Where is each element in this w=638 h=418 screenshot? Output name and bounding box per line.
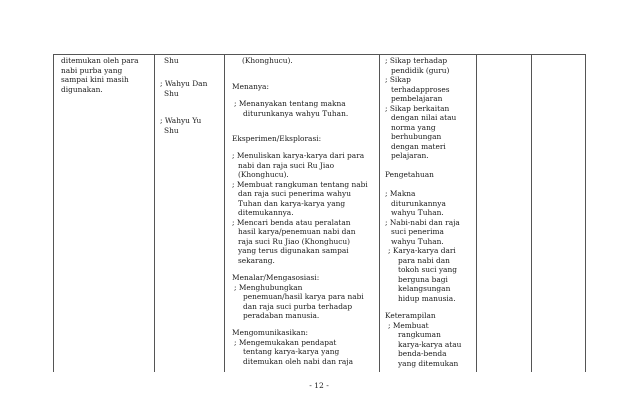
- col4-text-line: norma yang: [391, 122, 436, 132]
- col4-text-line: berhubungan: [391, 132, 442, 141]
- col4-text-line: kelangsungan: [398, 284, 451, 293]
- col4-text-line: ; Membuat: [388, 320, 429, 330]
- col3-text-line: dan raja suci penerima wahyu: [238, 189, 351, 198]
- column-divider: [224, 54, 225, 372]
- col3-text-line: ; Menanyakan tentang makna: [234, 99, 346, 108]
- col4-text-line: dengan materi: [391, 141, 446, 151]
- col3-text-line: diturunkanya wahyu Tuhan.: [243, 108, 349, 118]
- col3-text-line: Menalar/Mengasosiasi:: [232, 273, 320, 282]
- col4-text-line: terhadapproses: [391, 84, 450, 94]
- column-divider: [585, 54, 586, 372]
- col1-text-line: nabi purba yang: [61, 65, 123, 75]
- column-divider: [53, 54, 54, 372]
- col3-text-line: ; Mengemukakan pendapat: [234, 337, 337, 347]
- col3-text-line: (Khonghucu).: [242, 56, 293, 65]
- col4-text-line: ; Sikap berkaitan: [385, 103, 450, 113]
- column-divider: [531, 54, 532, 372]
- col2-text-line: ; Wahyu Dan: [160, 79, 208, 88]
- col4-text-line: ; Sikap: [385, 75, 411, 84]
- col4-text-line: ; Makna: [385, 189, 416, 198]
- col3-text-line: ; Membuat rangkuman tentang nabi: [232, 179, 368, 189]
- col4-text-line: para nabi dan: [398, 255, 450, 265]
- col4-text-line: ; Karya-karya dari: [388, 246, 456, 255]
- col2-text-line: Shu: [164, 88, 179, 98]
- col4-text-line: tokoh suci yang: [398, 265, 457, 274]
- col3-text-line: hasil karya/penemuan nabi dan: [238, 227, 356, 236]
- col3-text-line: ; Menuliskan karya-karya dari para: [232, 151, 365, 160]
- col3-text-line: raja suci Ru Jiao (Khonghucu): [238, 236, 351, 246]
- col4-text-line: ; Sikap terhadap: [385, 56, 448, 65]
- column-divider: [154, 54, 155, 372]
- col3-text-line: (Khonghucu).: [238, 170, 289, 179]
- col4-text-line: ; Nabi-nabi dan raja: [385, 217, 460, 227]
- col3-text-line: sekarang.: [238, 255, 275, 265]
- table-top-border: [53, 54, 586, 55]
- col3-text-line: ditemukannya.: [238, 208, 294, 217]
- column-divider: [379, 54, 380, 372]
- col4-text-line: berguna bagi: [398, 274, 448, 284]
- col3-text-line: Menanya:: [232, 82, 269, 91]
- col4-text-line: diturunkannya: [391, 198, 446, 208]
- col4-text-line: Pengetahuan: [385, 170, 434, 179]
- col2-text-line: Shu: [164, 56, 179, 65]
- col4-text-line: Keterampilan: [385, 311, 436, 320]
- col2-text-line: Shu: [164, 125, 179, 135]
- col3-text-line: peradaban manusia.: [243, 311, 320, 320]
- col4-text-line: pelajaran.: [391, 151, 429, 160]
- col4-text-line: rangkuman: [398, 330, 441, 339]
- col1-text-line: digunakan.: [61, 84, 103, 94]
- col1-text-line: sampai kini masih: [61, 75, 129, 84]
- col4-text-line: hidup manusia.: [398, 293, 456, 303]
- col4-text-line: yang ditemukan: [398, 358, 459, 368]
- col3-text-line: penemuan/hasil karya para nabi: [243, 292, 364, 301]
- col4-text-line: wahyu Tuhan.: [391, 236, 444, 246]
- column-divider: [476, 54, 477, 372]
- col3-text-line: Mengomunikasikan:: [232, 328, 308, 337]
- col3-text-line: tentang karya-karya yang: [243, 347, 340, 356]
- col4-text-line: pendidik (guru): [391, 65, 450, 75]
- col3-text-line: yang terus digunakan sampai: [238, 246, 349, 255]
- col1-text-line: ditemukan oleh para: [61, 56, 139, 65]
- col3-text-line: ; Menghubungkan: [234, 282, 303, 292]
- col4-text-line: wahyu Tuhan.: [391, 208, 444, 217]
- page-number: - 12 -: [309, 381, 329, 390]
- col4-text-line: benda-benda: [398, 349, 447, 358]
- col4-text-line: suci penerima: [391, 227, 444, 236]
- col4-text-line: dengan nilai atau: [391, 113, 457, 122]
- col3-text-line: dan raja suci purba terhadap: [243, 301, 353, 311]
- col3-text-line: ditemukan oleh nabi dan raja: [243, 356, 353, 366]
- col3-text-line: Tuhan dan karya-karya yang: [238, 198, 346, 208]
- col4-text-line: pembelajaran: [391, 94, 443, 103]
- col4-text-line: karya-karya atau: [398, 339, 462, 349]
- col2-text-line: ; Wahyu Yu: [160, 116, 202, 125]
- col3-text-line: nabi dan raja suci Ru Jiao: [238, 160, 335, 170]
- col3-text-line: Eksperimen/Eksplorasi:: [232, 134, 322, 143]
- col3-text-line: ; Mencari benda atau peralatan: [232, 217, 351, 227]
